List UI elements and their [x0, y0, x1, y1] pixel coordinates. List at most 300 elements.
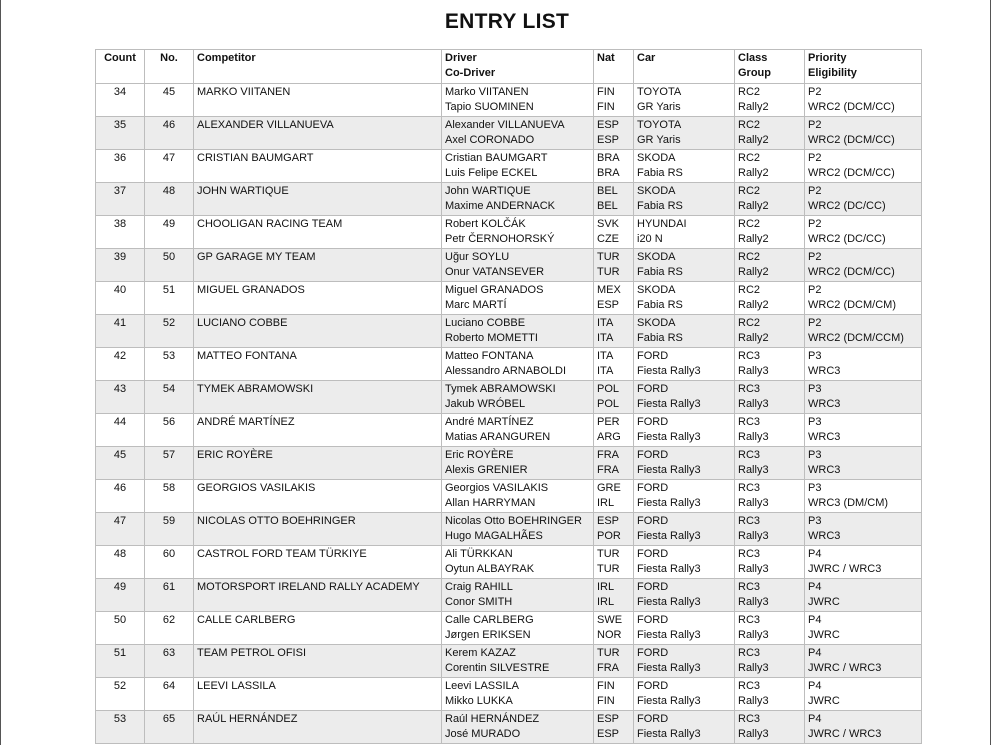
priority-value: P4	[808, 614, 822, 626]
cell-competitor	[194, 546, 442, 579]
cell-class	[735, 447, 805, 480]
eligibility-value: JWRC	[808, 629, 840, 641]
cell-competitor	[194, 645, 442, 678]
count-value: 51	[113, 647, 127, 659]
car-number: 59	[162, 515, 176, 527]
class-value: RC2	[738, 218, 761, 230]
header-driver-label: Driver	[445, 52, 477, 64]
cell-nat	[594, 711, 634, 744]
driver-nationality: FIN	[597, 680, 615, 692]
eligibility-value: WRC3	[808, 431, 841, 443]
codriver-nationality: FRA	[597, 464, 619, 476]
car-make: FORD	[637, 416, 669, 428]
car-number: 45	[162, 86, 176, 98]
cell-nat	[594, 414, 634, 447]
car-number: 60	[162, 548, 176, 560]
header-row	[96, 50, 922, 84]
count-value: 40	[113, 284, 127, 296]
car-number: 58	[162, 482, 176, 494]
group-value: Rally3	[738, 464, 769, 476]
count-value: 36	[113, 152, 127, 164]
priority-value: P4	[808, 581, 822, 593]
competitor-name: ALEXANDER VILLANUEVA	[197, 119, 334, 131]
cell-count	[96, 117, 145, 150]
cell-competitor	[194, 249, 442, 282]
eligibility-value: WRC3	[808, 464, 841, 476]
car-number: 52	[162, 317, 176, 329]
cell-car	[634, 447, 735, 480]
car-make: TOYOTA	[637, 86, 682, 98]
class-value: RC3	[738, 713, 761, 725]
count-value: 44	[113, 416, 127, 428]
codriver-nationality: ITA	[597, 365, 614, 377]
count-value: 52	[113, 680, 127, 692]
priority-value: P2	[808, 119, 822, 131]
cell-nat	[594, 84, 634, 117]
cell-class	[735, 711, 805, 744]
class-value: RC3	[738, 350, 761, 362]
driver-name: Uğur SOYLU	[445, 251, 510, 263]
cell-priority	[805, 315, 922, 348]
priority-value: P4	[808, 680, 822, 692]
cell-crew	[442, 117, 594, 150]
car-model: Fiesta Rally3	[637, 728, 701, 740]
group-value: Rally2	[738, 200, 769, 212]
codriver-name: Axel CORONADO	[445, 134, 535, 146]
header-count: Count	[96, 50, 145, 84]
car-model: Fiesta Rally3	[637, 662, 701, 674]
car-model: Fabia RS	[637, 332, 683, 344]
cell-competitor	[194, 612, 442, 645]
cell-count	[96, 84, 145, 117]
table-row	[96, 645, 922, 678]
car-number: 56	[162, 416, 176, 428]
codriver-nationality: POR	[597, 530, 621, 542]
cell-car	[634, 546, 735, 579]
driver-nationality: TUR	[597, 647, 620, 659]
codriver-name: Oytun ALBAYRAK	[445, 563, 535, 575]
driver-nationality: ESP	[597, 713, 620, 725]
car-number: 47	[162, 152, 176, 164]
driver-name: Calle CARLBERG	[445, 614, 534, 626]
table-row	[96, 513, 922, 546]
cell-priority	[805, 546, 922, 579]
header-car: Car	[634, 50, 735, 84]
driver-name: Eric ROYÈRE	[445, 449, 514, 461]
car-number: 49	[162, 218, 176, 230]
table-row	[96, 447, 922, 480]
driver-name: Robert KOLČÁK	[445, 218, 526, 230]
cell-crew	[442, 249, 594, 282]
codriver-name: Tapio SUOMINEN	[445, 101, 534, 113]
page-title: ENTRY LIST	[444, 10, 570, 33]
group-value: Rally3	[738, 596, 769, 608]
table-row	[96, 414, 922, 447]
cell-car	[634, 249, 735, 282]
competitor-name: NICOLAS OTTO BOEHRINGER	[197, 515, 356, 527]
cell-no	[145, 579, 194, 612]
cell-class	[735, 84, 805, 117]
class-value: RC3	[738, 515, 761, 527]
cell-crew	[442, 414, 594, 447]
eligibility-value: WRC2 (DCM/CCM)	[808, 332, 904, 344]
codriver-name: Allan HARRYMAN	[445, 497, 536, 509]
car-make: TOYOTA	[637, 119, 682, 131]
count-value: 50	[113, 614, 127, 626]
codriver-nationality: TUR	[597, 266, 620, 278]
eligibility-value: WRC2 (DC/CC)	[808, 233, 886, 245]
cell-car	[634, 381, 735, 414]
entry-rows	[96, 84, 922, 744]
cell-crew	[442, 447, 594, 480]
codriver-nationality: POL	[597, 398, 620, 410]
cell-no	[145, 546, 194, 579]
driver-nationality: FRA	[597, 449, 619, 461]
codriver-nationality: ARG	[597, 431, 621, 443]
codriver-name: Matias ARANGUREN	[445, 431, 551, 443]
codriver-nationality: IRL	[597, 497, 615, 509]
car-make: FORD	[637, 482, 669, 494]
header-priority-label: Priority	[808, 52, 847, 64]
cell-class	[735, 513, 805, 546]
cell-crew	[442, 513, 594, 546]
cell-priority	[805, 117, 922, 150]
group-value: Rally3	[738, 629, 769, 641]
priority-value: P2	[808, 152, 822, 164]
cell-nat	[594, 183, 634, 216]
priority-value: P3	[808, 482, 822, 494]
cell-priority	[805, 480, 922, 513]
driver-name: Tymek ABRAMOWSKI	[445, 383, 556, 395]
cell-priority	[805, 645, 922, 678]
header-class-label: Class	[738, 52, 768, 64]
cell-no	[145, 282, 194, 315]
class-value: RC2	[738, 86, 761, 98]
class-value: RC2	[738, 185, 761, 197]
codriver-nationality: NOR	[597, 629, 622, 641]
class-value: RC2	[738, 284, 761, 296]
cell-priority	[805, 150, 922, 183]
car-make: FORD	[637, 614, 669, 626]
cell-no	[145, 612, 194, 645]
competitor-name: LUCIANO COBBE	[197, 317, 288, 329]
car-make: FORD	[637, 515, 669, 527]
driver-name: Alexander VILLANUEVA	[445, 119, 565, 131]
table-row	[96, 480, 922, 513]
cell-no	[145, 447, 194, 480]
cell-class	[735, 546, 805, 579]
codriver-name: Roberto MOMETTI	[445, 332, 538, 344]
cell-count	[96, 447, 145, 480]
cell-car	[634, 513, 735, 546]
car-number: 46	[162, 119, 176, 131]
competitor-name: CRISTIAN BAUMGART	[197, 152, 314, 164]
cell-crew	[442, 579, 594, 612]
cell-nat	[594, 249, 634, 282]
cell-count	[96, 348, 145, 381]
count-value: 35	[113, 119, 127, 131]
car-make: FORD	[637, 383, 669, 395]
cell-count	[96, 480, 145, 513]
count-value: 34	[113, 86, 127, 98]
priority-value: P2	[808, 185, 822, 197]
cell-class	[735, 117, 805, 150]
cell-count	[96, 546, 145, 579]
cell-nat	[594, 447, 634, 480]
driver-name: Nicolas Otto BOEHRINGER	[445, 515, 582, 527]
driver-nationality: BEL	[597, 185, 618, 197]
table-row	[96, 579, 922, 612]
class-value: RC3	[738, 581, 761, 593]
cell-no	[145, 84, 194, 117]
codriver-nationality: FIN	[597, 695, 615, 707]
cell-no	[145, 216, 194, 249]
driver-name: Kerem KAZAZ	[445, 647, 516, 659]
cell-class	[735, 183, 805, 216]
cell-crew	[442, 216, 594, 249]
competitor-name: MARKO VIITANEN	[197, 86, 291, 98]
cell-car	[634, 315, 735, 348]
driver-nationality: ESP	[597, 515, 620, 527]
table-row	[96, 282, 922, 315]
codriver-name: Corentin SILVESTRE	[445, 662, 550, 674]
eligibility-value: JWRC	[808, 596, 840, 608]
table-row	[96, 216, 922, 249]
cell-competitor	[194, 216, 442, 249]
car-model: i20 N	[637, 233, 663, 245]
cell-nat	[594, 678, 634, 711]
cell-competitor	[194, 183, 442, 216]
cell-crew	[442, 282, 594, 315]
driver-nationality: IRL	[597, 581, 615, 593]
driver-nationality: SWE	[597, 614, 623, 626]
cell-count	[96, 183, 145, 216]
cell-count	[96, 315, 145, 348]
group-value: Rally3	[738, 398, 769, 410]
driver-nationality: GRE	[597, 482, 621, 494]
driver-name: John WARTIQUE	[445, 185, 531, 197]
cell-priority	[805, 216, 922, 249]
group-value: Rally2	[738, 101, 769, 113]
cell-competitor	[194, 84, 442, 117]
priority-value: P3	[808, 449, 822, 461]
group-value: Rally2	[738, 134, 769, 146]
codriver-name: Conor SMITH	[445, 596, 513, 608]
competitor-name: ANDRÉ MARTÍNEZ	[197, 416, 295, 428]
driver-nationality: ITA	[597, 317, 614, 329]
header-codriver-label: Co-Driver	[445, 67, 496, 79]
car-make: FORD	[637, 350, 669, 362]
cell-competitor	[194, 579, 442, 612]
count-value: 49	[113, 581, 127, 593]
car-make: FORD	[637, 449, 669, 461]
driver-nationality: PER	[597, 416, 620, 428]
group-value: Rally3	[738, 728, 769, 740]
codriver-nationality: BRA	[597, 167, 620, 179]
competitor-name: CASTROL FORD TEAM TÜRKIYE	[197, 548, 367, 560]
driver-name: Georgios VASILAKIS	[445, 482, 549, 494]
car-model: Fiesta Rally3	[637, 563, 701, 575]
group-value: Rally3	[738, 431, 769, 443]
cell-priority	[805, 381, 922, 414]
car-model: Fabia RS	[637, 200, 683, 212]
cell-crew	[442, 150, 594, 183]
car-number: 62	[162, 614, 176, 626]
car-model: GR Yaris	[637, 101, 681, 113]
driver-nationality: TUR	[597, 548, 620, 560]
cell-competitor	[194, 414, 442, 447]
group-value: Rally3	[738, 365, 769, 377]
table-row	[96, 249, 922, 282]
codriver-name: Hugo MAGALHÃES	[445, 530, 543, 542]
cell-priority	[805, 282, 922, 315]
car-make: FORD	[637, 713, 669, 725]
driver-nationality: ESP	[597, 119, 620, 131]
cell-no	[145, 513, 194, 546]
car-model: Fiesta Rally3	[637, 431, 701, 443]
cell-count	[96, 711, 145, 744]
car-number: 50	[162, 251, 176, 263]
cell-no	[145, 315, 194, 348]
driver-nationality: POL	[597, 383, 620, 395]
group-value: Rally2	[738, 266, 769, 278]
competitor-name: ERIC ROYÈRE	[197, 449, 273, 461]
cell-class	[735, 150, 805, 183]
class-value: RC3	[738, 548, 761, 560]
cell-nat	[594, 612, 634, 645]
car-model: Fiesta Rally3	[637, 695, 701, 707]
group-value: Rally3	[738, 497, 769, 509]
cell-crew	[442, 315, 594, 348]
car-model: Fiesta Rally3	[637, 464, 701, 476]
competitor-name: TYMEK ABRAMOWSKI	[197, 383, 314, 395]
codriver-name: Mikko LUKKA	[445, 695, 513, 707]
car-number: 57	[162, 449, 176, 461]
cell-crew	[442, 381, 594, 414]
car-number: 65	[162, 713, 176, 725]
car-number: 64	[162, 680, 176, 692]
header-group-label: Group	[738, 67, 771, 79]
codriver-name: José MURADO	[445, 728, 521, 740]
cell-competitor	[194, 711, 442, 744]
table-row	[96, 678, 922, 711]
priority-value: P2	[808, 317, 822, 329]
codriver-name: Petr ČERNOHORSKÝ	[445, 233, 555, 245]
driver-nationality: BRA	[597, 152, 620, 164]
car-make: SKODA	[637, 185, 676, 197]
codriver-nationality: ESP	[597, 134, 620, 146]
eligibility-value: WRC3	[808, 530, 841, 542]
codriver-nationality: ITA	[597, 332, 614, 344]
cell-nat	[594, 381, 634, 414]
cell-car	[634, 480, 735, 513]
driver-name: Ali TÜRKKAN	[445, 548, 513, 560]
competitor-name: CALLE CARLBERG	[197, 614, 296, 626]
cell-count	[96, 645, 145, 678]
cell-count	[96, 150, 145, 183]
cell-competitor	[194, 480, 442, 513]
car-make: SKODA	[637, 317, 676, 329]
class-value: RC2	[738, 152, 761, 164]
header-nat: Nat	[594, 50, 634, 84]
cell-priority	[805, 678, 922, 711]
cell-priority	[805, 348, 922, 381]
competitor-name: MOTORSPORT IRELAND RALLY ACADEMY	[197, 581, 420, 593]
driver-name: Leevi LASSILA	[445, 680, 519, 692]
group-value: Rally2	[738, 233, 769, 245]
eligibility-value: WRC2 (DCM/CC)	[808, 167, 895, 179]
group-value: Rally3	[738, 662, 769, 674]
cell-priority	[805, 711, 922, 744]
competitor-name: GEORGIOS VASILAKIS	[197, 482, 316, 494]
cell-crew	[442, 84, 594, 117]
cell-no	[145, 117, 194, 150]
cell-priority	[805, 447, 922, 480]
cell-competitor	[194, 282, 442, 315]
cell-car	[634, 678, 735, 711]
driver-nationality: MEX	[597, 284, 621, 296]
cell-class	[735, 282, 805, 315]
count-value: 42	[113, 350, 127, 362]
cell-crew	[442, 546, 594, 579]
cell-car	[634, 414, 735, 447]
codriver-nationality: FIN	[597, 101, 615, 113]
class-value: RC3	[738, 647, 761, 659]
cell-no	[145, 645, 194, 678]
cell-competitor	[194, 117, 442, 150]
cell-crew	[442, 183, 594, 216]
competitor-name: MIGUEL GRANADOS	[197, 284, 305, 296]
codriver-name: Luis Felipe ECKEL	[445, 167, 538, 179]
priority-value: P3	[808, 383, 822, 395]
codriver-nationality: ESP	[597, 299, 620, 311]
cell-no	[145, 414, 194, 447]
cell-car	[634, 117, 735, 150]
competitor-name: GP GARAGE MY TEAM	[197, 251, 316, 263]
car-number: 53	[162, 350, 176, 362]
eligibility-value: WRC3	[808, 398, 841, 410]
class-value: RC3	[738, 416, 761, 428]
cell-nat	[594, 348, 634, 381]
cell-class	[735, 381, 805, 414]
driver-nationality: SVK	[597, 218, 620, 230]
cell-car	[634, 183, 735, 216]
group-value: Rally2	[738, 167, 769, 179]
table-row	[96, 381, 922, 414]
cell-car	[634, 711, 735, 744]
priority-value: P2	[808, 251, 822, 263]
cell-count	[96, 513, 145, 546]
header-driver	[442, 50, 594, 84]
car-make: SKODA	[637, 251, 676, 263]
codriver-name: Marc MARTÍ	[445, 299, 507, 311]
cell-no	[145, 249, 194, 282]
class-value: RC2	[738, 251, 761, 263]
eligibility-value: WRC2 (DC/CC)	[808, 200, 886, 212]
car-number: 48	[162, 185, 176, 197]
competitor-name: TEAM PETROL OFISI	[197, 647, 306, 659]
driver-name: Luciano COBBE	[445, 317, 526, 329]
codriver-nationality: ESP	[597, 728, 620, 740]
table-row	[96, 711, 922, 744]
class-value: RC2	[738, 317, 761, 329]
cell-car	[634, 612, 735, 645]
cell-class	[735, 348, 805, 381]
competitor-name: LEEVI LASSILA	[197, 680, 276, 692]
cell-car	[634, 348, 735, 381]
count-value: 47	[113, 515, 127, 527]
count-value: 41	[113, 317, 127, 329]
